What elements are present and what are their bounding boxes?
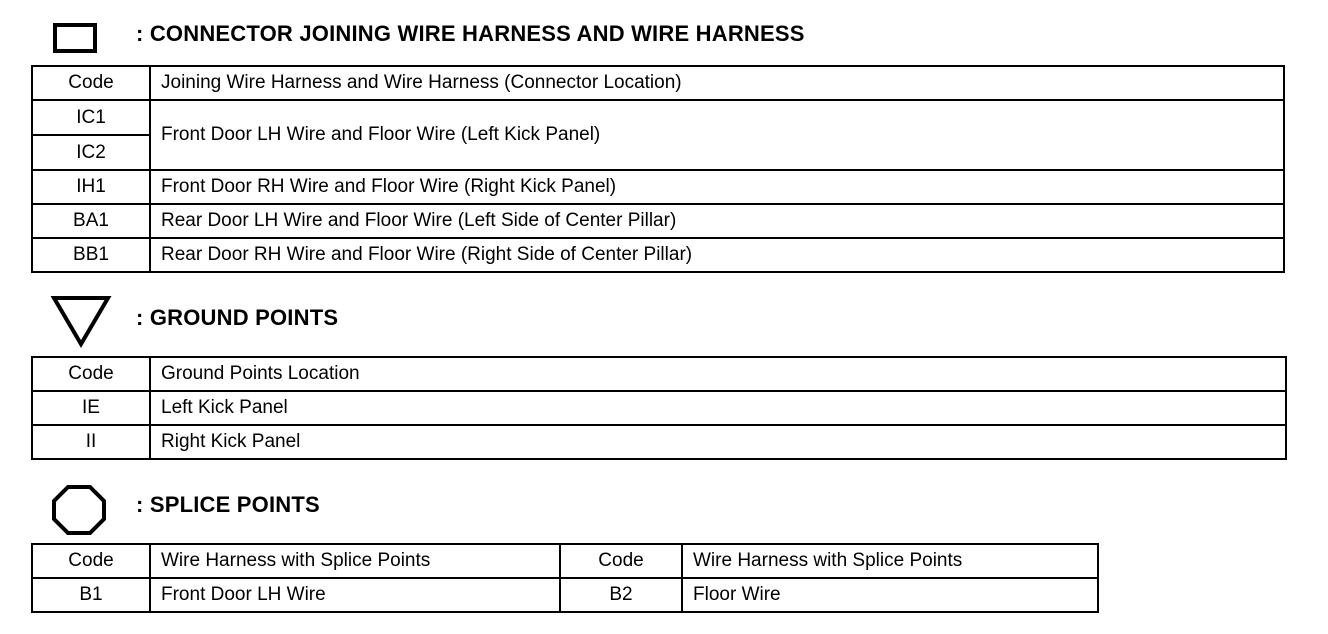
table-row	[32, 204, 1284, 238]
desc-cell: Front Door LH Wire	[150, 578, 560, 612]
code-header: Code	[560, 544, 682, 578]
desc-header: Wire Harness with Splice Points	[682, 544, 1098, 578]
code-cell: BB1	[32, 238, 150, 272]
table-row	[32, 425, 1286, 459]
code-cell: BA1	[32, 204, 150, 238]
splice-table	[31, 543, 1099, 613]
desc-cell: Rear Door RH Wire and Floor Wire (Right Side of Center Pillar)	[150, 238, 1284, 272]
desc-cell: Front Door RH Wire and Floor Wire (Right Kick Panel)	[150, 170, 1284, 204]
table-row	[32, 391, 1286, 425]
code-cell: IE	[32, 391, 150, 425]
splice-section-heading: : SPLICE POINTS	[136, 492, 320, 517]
triangle-down-icon	[50, 294, 112, 348]
table-row	[32, 238, 1284, 272]
table-header-row	[32, 544, 1098, 578]
code-cell: IC2	[32, 135, 150, 170]
table-header-row	[32, 357, 1286, 391]
square-icon	[52, 22, 98, 54]
code-header: Code	[32, 66, 150, 100]
desc-cell: Left Kick Panel	[150, 391, 1286, 425]
table-row	[32, 170, 1284, 204]
desc-cell: Right Kick Panel	[150, 425, 1286, 459]
connector-section-heading: : CONNECTOR JOINING WIRE HARNESS AND WIRE HARNESS	[136, 21, 805, 46]
connector-table	[31, 65, 1285, 273]
ground-table	[31, 356, 1287, 460]
code-cell: B2	[560, 578, 682, 612]
desc-cell: Rear Door LH Wire and Floor Wire (Left Side of Center Pillar)	[150, 204, 1284, 238]
table-header-row	[32, 66, 1284, 100]
table-row	[32, 100, 1284, 135]
code-header: Code	[32, 544, 150, 578]
desc-cell: Front Door LH Wire and Floor Wire (Left Kick Panel)	[150, 100, 1284, 170]
code-cell: IH1	[32, 170, 150, 204]
desc-header: Wire Harness with Splice Points	[150, 544, 560, 578]
code-cell: IC1	[32, 100, 150, 135]
code-cell: B1	[32, 578, 150, 612]
desc-header: Ground Points Location	[150, 357, 1286, 391]
octagon-icon	[51, 484, 107, 536]
desc-header: Joining Wire Harness and Wire Harness (Connector Location)	[150, 66, 1284, 100]
table-row	[32, 578, 1098, 612]
code-header: Code	[32, 357, 150, 391]
ground-section-heading: : GROUND POINTS	[136, 305, 339, 330]
desc-cell: Floor Wire	[682, 578, 1098, 612]
code-cell: II	[32, 425, 150, 459]
